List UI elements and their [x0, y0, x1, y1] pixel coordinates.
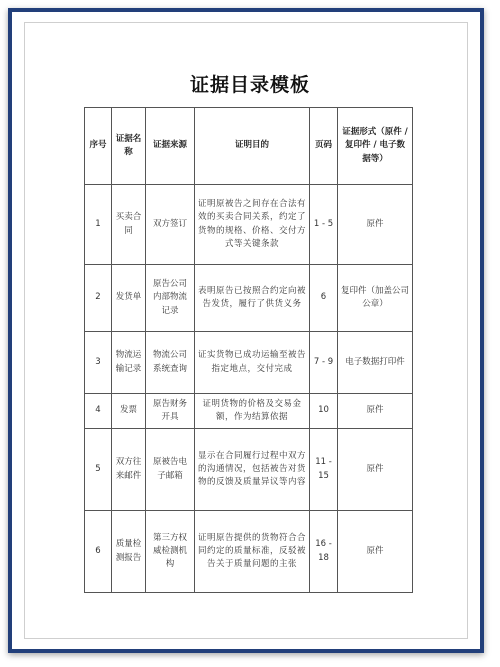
evidence-purpose: 证明货物的价格及交易金额，作为结算依据	[195, 394, 310, 429]
evidence-form: 原件	[338, 511, 413, 593]
evidence-form: 原件	[338, 394, 413, 429]
evidence-name: 发票	[112, 394, 146, 429]
table-row	[85, 332, 413, 394]
evidence-source: 原告财务开具	[146, 394, 195, 429]
evidence-name: 双方往来邮件	[112, 429, 146, 511]
table-row	[85, 185, 413, 265]
table-header-row	[85, 108, 413, 185]
evidence-name: 质量检测报告	[112, 511, 146, 593]
row-number: 3	[85, 332, 112, 394]
header-cell: 证据形式（原件 / 复印件 / 电子数据等）	[338, 108, 413, 185]
header-cell: 证据来源	[146, 108, 195, 185]
header-cell: 序号	[85, 108, 112, 185]
header-cell: 证明目的	[195, 108, 310, 185]
evidence-purpose: 证明原告提供的货物符合合同约定的质量标准，反驳被告关于质量问题的主张	[195, 511, 310, 593]
header-cell: 证据名称	[112, 108, 146, 185]
evidence-form: 复印件（加盖公司公章）	[338, 265, 413, 332]
evidence-source: 物流公司系统查询	[146, 332, 195, 394]
page-range: 11 - 15	[310, 429, 338, 511]
page-range: 16 - 18	[310, 511, 338, 593]
row-number: 2	[85, 265, 112, 332]
row-number: 5	[85, 429, 112, 511]
page-range: 7 - 9	[310, 332, 338, 394]
evidence-source: 原被告电子邮箱	[146, 429, 195, 511]
row-number: 4	[85, 394, 112, 429]
row-number: 6	[85, 511, 112, 593]
evidence-source: 原告公司内部物流记录	[146, 265, 195, 332]
evidence-name: 物流运输记录	[112, 332, 146, 394]
document-title: 证据目录模板	[189, 74, 310, 96]
table-row	[85, 429, 413, 511]
row-number: 1	[85, 185, 112, 265]
evidence-table	[84, 107, 413, 593]
evidence-name: 发货单	[112, 265, 146, 332]
evidence-source: 双方签订	[146, 185, 195, 265]
evidence-purpose: 显示在合同履行过程中双方的沟通情况，包括被告对货物的反馈及质量异议等内容	[195, 429, 310, 511]
evidence-source: 第三方权威检测机构	[146, 511, 195, 593]
evidence-form: 电子数据打印件	[338, 332, 413, 394]
evidence-purpose: 证实货物已成功运输至被告指定地点，交付完成	[195, 332, 310, 394]
page-range: 1 - 5	[310, 185, 338, 265]
table-row	[85, 394, 413, 429]
evidence-form: 原件	[338, 185, 413, 265]
evidence-name: 买卖合同	[112, 185, 146, 265]
table-row	[85, 265, 413, 332]
header-cell: 页码	[310, 108, 338, 185]
evidence-form: 原件	[338, 429, 413, 511]
page-range: 10	[310, 394, 338, 429]
page-range: 6	[310, 265, 338, 332]
evidence-purpose: 表明原告已按照合约定向被告发货，履行了供货义务	[195, 265, 310, 332]
evidence-purpose: 证明原被告之间存在合法有效的买卖合同关系，约定了货物的规格、价格、交付方式等关键条款	[195, 185, 310, 265]
table-row	[85, 511, 413, 593]
